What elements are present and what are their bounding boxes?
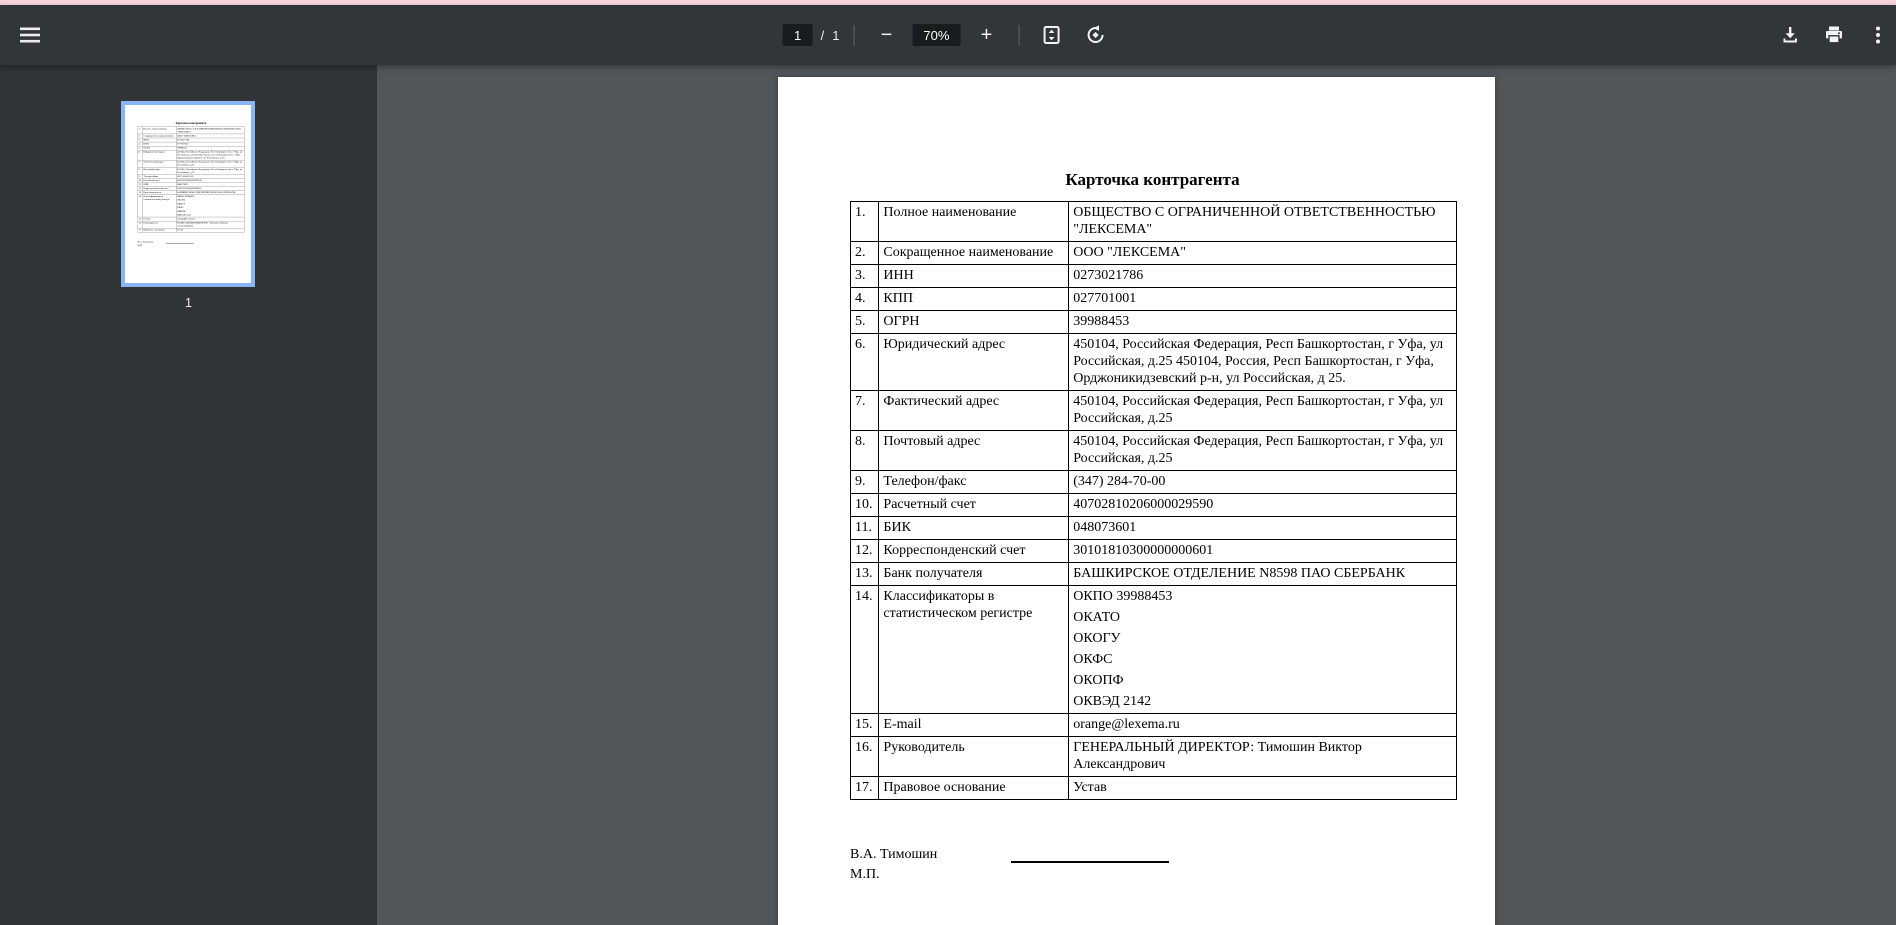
- row-label: ИНН: [879, 265, 1069, 288]
- signature-block: [850, 847, 1455, 863]
- row-number: 13.: [851, 563, 879, 586]
- row-number: 5.: [138, 146, 143, 150]
- row-label: Почтовый адрес: [879, 431, 1069, 471]
- fit-page-icon: [1041, 25, 1061, 45]
- classifier-line: ОКАТО: [176, 198, 186, 202]
- page-thumbnail[interactable]: [125, 105, 251, 283]
- pdf-page: [778, 77, 1495, 925]
- row-number: 8.: [851, 431, 879, 471]
- row-value: 450104, Российская Федерация, Респ Башкортостан, г Уфа, ул Российская, д.25: [1069, 431, 1457, 471]
- row-label: Расчетный счет: [143, 178, 176, 182]
- row-value: 30101810300000000601: [176, 186, 244, 190]
- row-number: 9.: [851, 471, 879, 494]
- toolbar-center-controls: [783, 5, 1114, 65]
- row-number: 11.: [851, 517, 879, 540]
- row-number: 14.: [851, 586, 879, 714]
- row-label: Классификаторы в статистическом регистре: [143, 194, 176, 217]
- menu-button[interactable]: [12, 17, 48, 53]
- row-value: 450104, Российская Федерация, Респ Башкортостан, г Уфа, ул Российская, д.25 450104, Россия, Респ Башкортостан, г Уфа, Орджоникидзевский р-н, ул Российская, д 25.: [176, 150, 244, 160]
- table-row: [851, 563, 1457, 586]
- zoom-in-button[interactable]: +: [968, 17, 1004, 53]
- row-value: 027701001: [1069, 288, 1457, 311]
- table-row: [851, 494, 1457, 517]
- row-label: Классификаторы в статистическом регистре: [879, 586, 1069, 714]
- classifier-line: ОКОГУ: [1073, 631, 1121, 646]
- signature-name: В.А. Тимошин: [850, 847, 938, 862]
- row-value: 0273021786: [176, 138, 244, 142]
- row-label: ИНН: [143, 138, 176, 142]
- table-row: [851, 242, 1457, 265]
- signature-line: [1011, 848, 1169, 863]
- stamp-placeholder: М.П.: [850, 867, 880, 882]
- row-value: 450104, Российская Федерация, Респ Башкортостан, г Уфа, ул Российская, д.25: [176, 160, 244, 167]
- zoom-level-value: 70%: [912, 24, 960, 46]
- row-number: 16.: [138, 221, 143, 228]
- counterparty-table: [138, 127, 245, 232]
- row-value: 40702810206000029590: [1069, 494, 1457, 517]
- row-label: КПП: [879, 288, 1069, 311]
- row-number: 13.: [138, 191, 142, 194]
- row-value: 450104, Российская Федерация, Респ Башкортостан, г Уфа, ул Российская, д.25: [1069, 391, 1457, 431]
- row-label: Сокращенное наименование: [879, 242, 1069, 265]
- download-icon: [1780, 25, 1800, 45]
- table-row: [138, 150, 245, 160]
- row-number: 8.: [138, 167, 143, 174]
- row-value: ОБЩЕСТВО С ОГРАНИЧЕННОЙ ОТВЕТСТВЕННОСТЬЮ "ЛЕКСЕМА": [1069, 202, 1457, 242]
- rotate-ccw-icon: [1085, 25, 1105, 45]
- row-number: 11.: [138, 182, 142, 186]
- row-value: ГЕНЕРАЛЬНЫЙ ДИРЕКТОР: Тимошин Виктор Александрович: [176, 221, 244, 228]
- row-label: E-mail: [879, 714, 1069, 737]
- row-number: 15.: [851, 714, 879, 737]
- row-value: 048073601: [1069, 517, 1457, 540]
- table-row: [851, 471, 1457, 494]
- row-value: 39988453: [176, 146, 244, 150]
- classifier-line: ОКОПФ: [1073, 673, 1124, 688]
- classifier-line: ОКОПФ: [176, 209, 186, 213]
- row-label: Телефон/факс: [143, 174, 176, 178]
- row-label: Банк получателя: [879, 563, 1069, 586]
- table-row: [138, 221, 245, 228]
- document-title: Карточка контрагента: [1065, 170, 1240, 189]
- more-vertical-icon: [1868, 25, 1888, 45]
- table-row: [851, 265, 1457, 288]
- row-number: 5.: [851, 311, 879, 334]
- row-value: ООО "ЛЕКСЕМА": [1069, 242, 1457, 265]
- signature-line: [166, 241, 194, 244]
- row-number: 1.: [851, 202, 879, 242]
- row-value: [1069, 586, 1457, 714]
- row-number: 9.: [138, 174, 143, 178]
- table-row: [851, 202, 1457, 242]
- download-button[interactable]: [1772, 17, 1808, 53]
- row-value: orange@lexema.ru: [1069, 714, 1457, 737]
- row-value: 048073601: [176, 182, 244, 186]
- row-label: E-mail: [143, 217, 176, 221]
- counterparty-table: [850, 201, 1457, 800]
- row-value: Устав: [176, 228, 244, 232]
- row-value: ОБЩЕСТВО С ОГРАНИЧЕННОЙ ОТВЕТСТВЕННОСТЬЮ "ЛЕКСЕМА": [176, 127, 244, 134]
- stamp-placeholder: М.П.: [137, 244, 143, 247]
- row-label: Почтовый адрес: [143, 167, 176, 174]
- row-label: Банк получателя: [143, 190, 176, 194]
- table-row: [138, 127, 245, 134]
- row-label: БИК: [143, 182, 176, 186]
- row-number: 2.: [851, 242, 879, 265]
- row-value: 40702810206000029590: [176, 178, 244, 182]
- row-value: 39988453: [1069, 311, 1457, 334]
- signature-block: [138, 241, 244, 244]
- pdf-toolbar: [0, 5, 1896, 65]
- classifier-line: ОКОГУ: [176, 202, 186, 206]
- row-value: 450104, Российская Федерация, Респ Башкортостан, г Уфа, ул Российская, д.25 450104, Россия, Респ Башкортостан, г Уфа, Орджоникидзевский р-н, ул Российская, д 25.: [1069, 334, 1457, 391]
- row-number: 7.: [851, 391, 879, 431]
- row-value: orange@lexema.ru: [176, 217, 244, 221]
- classifier-line: ОКПО 39988453: [1073, 589, 1173, 604]
- table-row: [851, 777, 1457, 800]
- row-number: 16.: [851, 737, 879, 777]
- table-row: [851, 517, 1457, 540]
- row-label: Сокращенное наименование: [143, 134, 176, 138]
- row-number: 6.: [851, 334, 879, 391]
- table-row: [851, 391, 1457, 431]
- rotate-button[interactable]: [1077, 17, 1113, 53]
- table-row: [851, 540, 1457, 563]
- page-total: 1: [832, 27, 840, 43]
- classifier-line: ОКВЭД 2142: [176, 213, 191, 217]
- row-number: 4.: [138, 142, 143, 146]
- row-number: 3.: [851, 265, 879, 288]
- page-thumbnail-preview: [125, 105, 251, 257]
- row-label: Руководитель: [879, 737, 1069, 777]
- thumbnail-page-number: 1: [184, 295, 193, 310]
- row-label: ОГРН: [143, 146, 176, 150]
- row-label: КПП: [143, 142, 176, 146]
- row-number: 14.: [138, 194, 143, 217]
- row-value: (347) 284-70-00: [176, 174, 244, 178]
- row-value: (347) 284-70-00: [1069, 471, 1457, 494]
- classifier-line: ОКАТО: [1073, 610, 1121, 625]
- classifier-line: ОКФС: [1073, 652, 1113, 667]
- table-row: [851, 288, 1457, 311]
- separator: [853, 25, 854, 46]
- toolbar-right-controls: [1772, 5, 1896, 65]
- print-button[interactable]: [1816, 17, 1852, 53]
- classifier-line: ОКФС: [176, 206, 184, 209]
- table-row: [851, 714, 1457, 737]
- row-number: 15.: [138, 217, 142, 221]
- classifier-line: ОКПО 39988453: [176, 195, 195, 198]
- table-row: [851, 311, 1457, 334]
- zoom-out-button[interactable]: −: [868, 17, 904, 53]
- table-row: [138, 194, 245, 217]
- row-label: Юридический адрес: [879, 334, 1069, 391]
- row-label: БИК: [879, 517, 1069, 540]
- print-icon: [1824, 25, 1844, 45]
- table-row: [851, 586, 1457, 714]
- fit-page-button[interactable]: [1033, 17, 1069, 53]
- row-value: Устав: [1069, 777, 1457, 800]
- row-label: Правовое основание: [143, 228, 176, 232]
- row-number: 6.: [138, 150, 143, 160]
- document-viewport: [377, 65, 1896, 925]
- row-value: БАШКИРСКОЕ ОТДЕЛЕНИЕ N8598 ПАО СБЕРБАНК: [1069, 563, 1457, 586]
- page-divider: /: [820, 27, 825, 43]
- document-content: [778, 77, 1495, 925]
- table-row: [851, 737, 1457, 777]
- row-number: 17.: [138, 228, 142, 232]
- separator: [1018, 25, 1019, 46]
- row-label: Юридический адрес: [143, 150, 176, 160]
- row-value: 450104, Российская Федерация, Респ Башкортостан, г Уфа, ул Российская, д.25: [176, 167, 244, 174]
- row-label: Корреспонденский счет: [143, 186, 176, 190]
- row-value: 0273021786: [1069, 265, 1457, 288]
- more-options-button[interactable]: [1860, 17, 1896, 53]
- row-label: Расчетный счет: [879, 494, 1069, 517]
- row-number: 12.: [138, 187, 142, 190]
- document-title: Карточка контрагента: [175, 121, 207, 125]
- row-label: Телефон/факс: [879, 471, 1069, 494]
- hamburger-icon: [20, 27, 40, 43]
- document-content: [125, 105, 251, 257]
- row-label: Полное наименование: [879, 202, 1069, 242]
- row-number: 10.: [851, 494, 879, 517]
- thumbnail-sidebar: [0, 65, 377, 925]
- table-row: [851, 431, 1457, 471]
- row-value: 027701001: [176, 142, 244, 146]
- row-label: Полное наименование: [143, 127, 176, 134]
- row-label: Фактический адрес: [879, 391, 1069, 431]
- table-row: [138, 190, 245, 194]
- row-number: 4.: [851, 288, 879, 311]
- signature-name: В.А. Тимошин: [137, 240, 154, 244]
- row-number: 10.: [138, 178, 142, 182]
- row-number: 7.: [138, 160, 143, 167]
- table-row: [138, 160, 245, 167]
- row-value: ГЕНЕРАЛЬНЫЙ ДИРЕКТОР: Тимошин Виктор Александрович: [1069, 737, 1457, 777]
- row-number: 2.: [138, 134, 143, 138]
- table-row: [138, 167, 245, 174]
- row-label: Корреспонденский счет: [879, 540, 1069, 563]
- classifier-line: ОКВЭД 2142: [1073, 694, 1152, 709]
- row-label: ОГРН: [879, 311, 1069, 334]
- page-number-input[interactable]: [783, 24, 813, 46]
- row-number: 3.: [138, 138, 143, 142]
- row-value: ООО "ЛЕКСЕМА": [176, 134, 244, 138]
- row-number: 1.: [138, 127, 143, 134]
- row-value: БАШКИРСКОЕ ОТДЕЛЕНИЕ N8598 ПАО СБЕРБАНК: [176, 190, 244, 194]
- row-number: 12.: [851, 540, 879, 563]
- table-row: [138, 228, 245, 232]
- table-row: [851, 334, 1457, 391]
- row-number: 17.: [851, 777, 879, 800]
- row-value: [176, 194, 244, 217]
- row-value: 30101810300000000601: [1069, 540, 1457, 563]
- row-label: Фактический адрес: [143, 160, 176, 167]
- row-label: Руководитель: [143, 221, 176, 228]
- row-label: Правовое основание: [879, 777, 1069, 800]
